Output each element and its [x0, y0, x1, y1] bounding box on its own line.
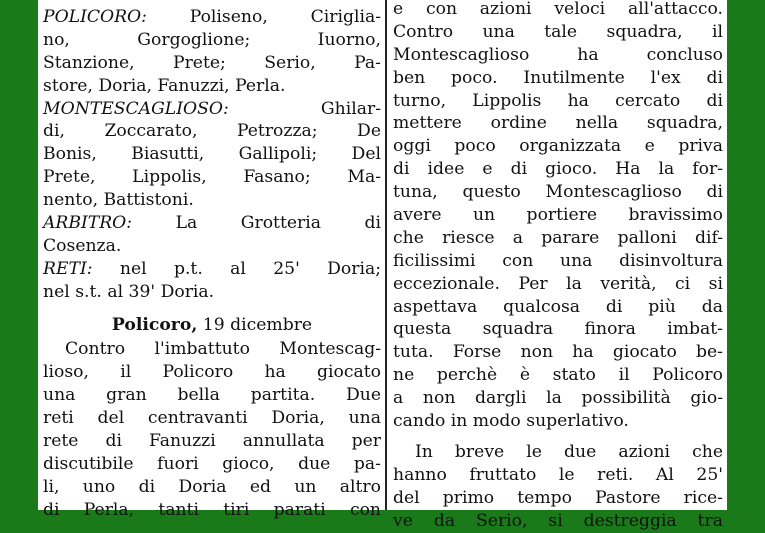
text-line: nento, Battistoni. — [43, 190, 194, 211]
text-line: e con azioni veloci all'attacco. — [393, 0, 723, 19]
dateline-date: 19 dicembre — [197, 314, 313, 335]
text-line: aspettava qualcosa di più da — [393, 296, 723, 317]
text-line: a non dargli la possibilità gio- — [393, 388, 723, 409]
text-line: store, Doria, Fanuzzi, Perla. — [43, 75, 286, 96]
lineup-montescaglioso — [43, 98, 381, 212]
text-line: Contro una tale squadra, il — [393, 21, 723, 42]
text-line: turno, Lippolis ha cercato di — [393, 90, 723, 111]
article-body-left — [43, 338, 381, 521]
team-label-policoro: POLICORO: — [43, 7, 147, 27]
text-line: rete di Fanuzzi annullata per — [43, 431, 381, 452]
article-body-right-para2 — [393, 441, 723, 533]
text-line: La Grotteria di — [132, 213, 381, 234]
text-line: Prete, Lippolis, Fasano; Ma- — [43, 167, 381, 188]
text-line: ficilissimi con una disinvoltura — [393, 250, 723, 271]
text-line: di idee e di gioco. Ha la for- — [393, 159, 723, 180]
text-line: che riesce a parare palloni dif- — [393, 227, 723, 248]
text-line: eccezionale. Per la verità, ci si — [393, 273, 723, 294]
referee-info — [43, 212, 381, 258]
text-line: di, Zoccarato, Petrozza; De — [43, 121, 381, 142]
text-line: del primo tempo Pastore rice- — [393, 487, 723, 508]
text-line: nel p.t. al 25' Doria; — [92, 258, 381, 279]
text-line: Montescaglioso ha concluso — [393, 44, 723, 65]
dateline-place: Policoro, — [111, 314, 198, 335]
text-line: nel s.t. al 39' Doria. — [43, 281, 215, 302]
referee-label: ARBITRO: — [43, 213, 133, 234]
team-label-montescaglioso: MONTESCAGLIOSO: — [43, 98, 229, 119]
text-line: Stanzione, Prete; Serio, Pa- — [43, 52, 381, 73]
lineup-policoro — [43, 6, 381, 98]
newspaper-clipping — [38, 0, 727, 531]
text-line: mettere ordine nella squadra, — [393, 113, 723, 134]
text-line: discutibile fuori gioco, due pa- — [43, 453, 381, 474]
article-body-right-para1 — [393, 0, 723, 433]
text-line: cando in modo superlativo. — [393, 411, 629, 432]
dateline — [43, 314, 381, 337]
text-line: Poliseno, Cirigliа- — [146, 7, 381, 27]
text-line: di Perla, tanti tiri parati con — [43, 499, 381, 520]
right-column — [393, 0, 723, 532]
text-line: ben poco. Inutilmente l'ex di — [393, 67, 723, 88]
column-divider — [385, 0, 387, 510]
text-line: In breve le due azioni che — [415, 441, 723, 462]
text-line: una gran bella partita. Due — [43, 385, 381, 406]
text-line: avere un portiere bravissimo — [393, 205, 723, 226]
text-line: Bonis, Biasutti, Gallipoli; Del — [43, 144, 381, 165]
text-line: no, Gorgoglione; Iuorno, — [43, 29, 381, 50]
text-line: tuna, questo Montescaglioso di — [393, 182, 723, 203]
text-line: Cosenza. — [43, 235, 122, 256]
text-line: lioso, il Policoro ha giocato — [43, 362, 381, 383]
text-line: questa squadra finora imbat- — [393, 319, 723, 340]
text-line: Ghilar- — [228, 98, 381, 119]
paragraph-gap — [393, 433, 723, 441]
goals-info — [43, 258, 381, 304]
text-line: tuta. Forse non ha giocato be- — [393, 342, 723, 363]
text-line: Contro l'imbattuto Montescag- — [65, 339, 381, 360]
text-line: hanno fruttato le reti. Al 25' — [393, 464, 723, 485]
text-line: reti del centravanti Doria, una — [43, 408, 381, 429]
text-line: ne perchè è stato il Policoro — [393, 365, 723, 386]
left-column — [43, 6, 381, 522]
goals-label: RETI: — [43, 258, 93, 279]
text-line: oggi poco organizzata e priva — [393, 136, 723, 157]
text-line: ve da Serio, si destreggia tra — [393, 510, 723, 531]
text-line: li, uno di Doria ed un altro — [43, 476, 381, 497]
